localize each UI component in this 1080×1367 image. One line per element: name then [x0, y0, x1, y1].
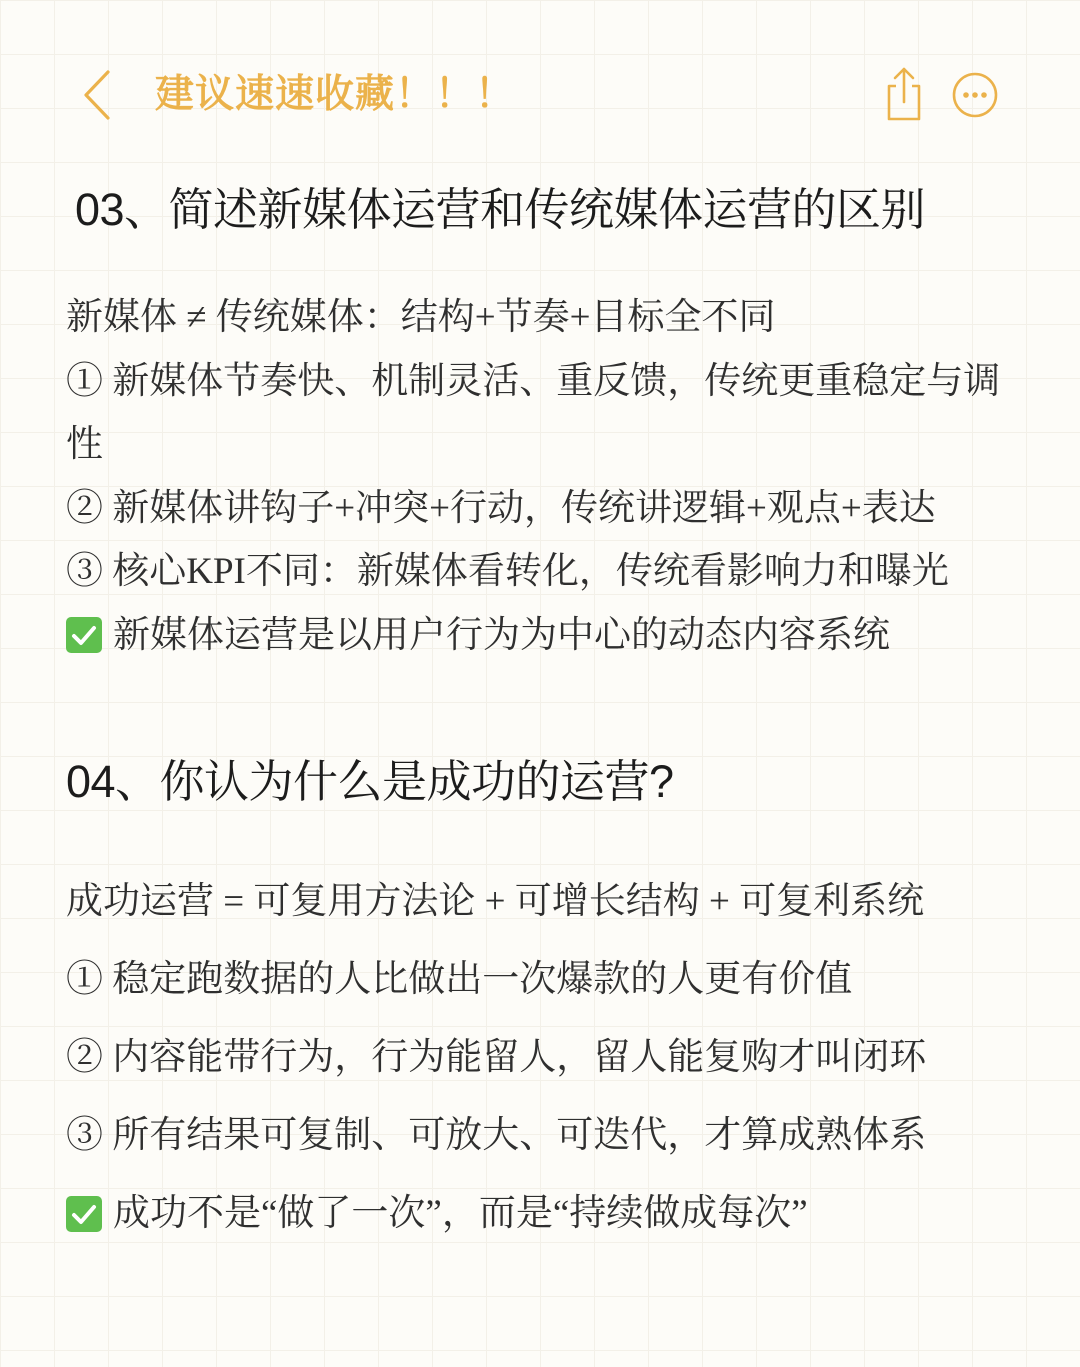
- chevron-left-icon[interactable]: [78, 68, 118, 122]
- conclusion-text: 新媒体运营是以用户行为为中心的动态内容系统: [113, 614, 890, 656]
- section-body-03: [66, 286, 1026, 667]
- body-line: 成功运营 = 可复用方法论 + 可增长结构 + 可复利系统: [66, 881, 925, 922]
- check-box-icon: [66, 617, 102, 653]
- check-box-icon: [66, 1196, 102, 1232]
- conclusion-line: [66, 1175, 1026, 1253]
- body-line: ② 内容能带行为，行为能留人，留人能复购才叫闭环: [66, 1037, 927, 1078]
- body-line: ① 稳定跑数据的人比做出一次爆款的人更有价值: [66, 959, 853, 1000]
- more-icon[interactable]: [951, 71, 999, 119]
- note-title: 建议速速收藏！！！: [155, 73, 516, 116]
- body-line: ③ 所有结果可复制、可放大、可迭代，才算成熟体系: [66, 1115, 927, 1156]
- conclusion-line: [66, 604, 1026, 668]
- body-line: ② 新媒体讲钩子+冲突+行动，传统讲逻辑+观点+表达: [66, 487, 936, 529]
- section-heading-04: 04、你认为什么是成功的运营?: [66, 756, 674, 807]
- body-line: 新媒体 ≠ 传统媒体：结构+节奏+目标全不同: [66, 297, 776, 338]
- conclusion-text: 成功不是“做了一次”，而是“持续做成每次”: [113, 1193, 808, 1234]
- section-body-04: [66, 863, 1026, 1253]
- section-heading-03: 03、简述新媒体运营和传统媒体运营的区别: [75, 184, 926, 235]
- body-line: ③ 核心KPI不同：新媒体看转化，传统看影响力和曝光: [66, 551, 949, 592]
- share-icon[interactable]: [882, 64, 926, 124]
- body-line: ① 新媒体节奏快、机制灵活、重反馈，传统更重稳定与调性: [66, 360, 1001, 465]
